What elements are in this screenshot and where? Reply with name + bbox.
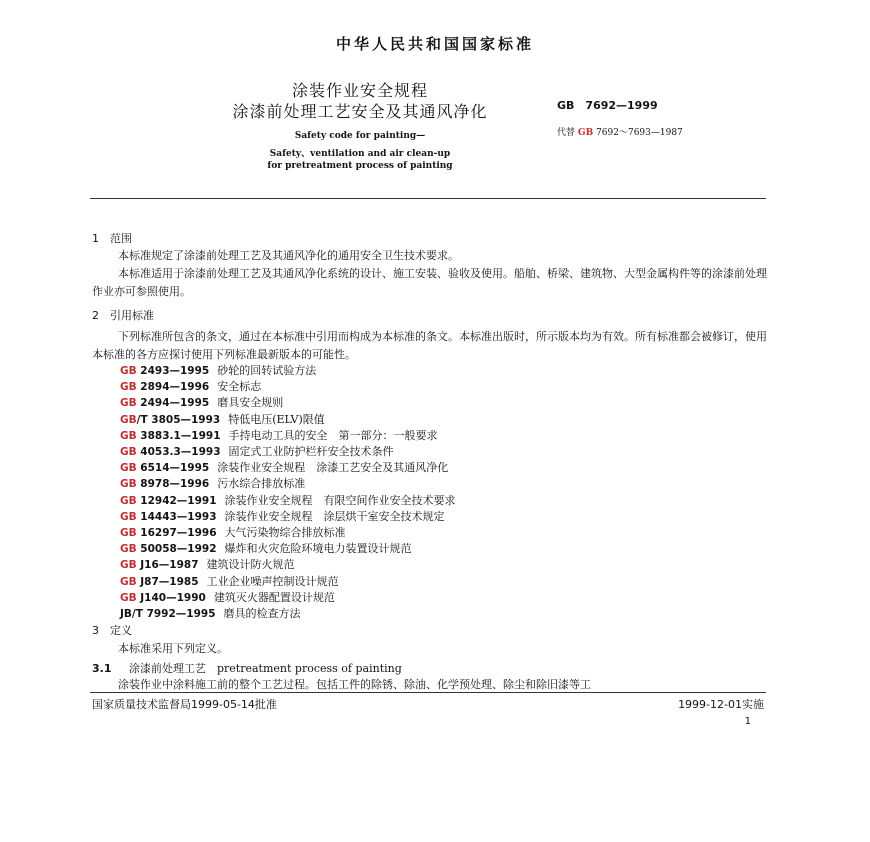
reference-title: 手持电动工具的安全 第一部分：一般要求: [228, 428, 438, 442]
replaces-label: 代替: [557, 128, 576, 138]
reference-number: 2494—1995: [136, 397, 210, 410]
reference-number: 8978—1996: [136, 478, 210, 491]
reference-title: 大气污染物综合排放标准: [224, 526, 346, 539]
reference-code: [120, 446, 221, 458]
reference-prefix: GB: [120, 591, 137, 604]
reference-number: 6514—1995: [136, 462, 210, 475]
reference-code: [120, 414, 220, 426]
reference-prefix: GB: [120, 559, 137, 572]
implementation-date: 1999-12-01实施: [678, 698, 764, 711]
reference-item: [120, 573, 339, 589]
reference-item: [120, 589, 335, 605]
reference-item: [120, 443, 394, 459]
reference-number: JB/T 7992—1995: [120, 608, 216, 620]
reference-title: 砂轮的回转试验方法: [217, 364, 317, 377]
reference-number: 50058—1992: [136, 543, 217, 556]
reference-number: J16—1987: [136, 559, 199, 572]
reference-number: 14443—1993: [136, 510, 217, 523]
reference-item: [120, 459, 448, 475]
reference-item: [120, 411, 325, 427]
definition-number: 3.1: [92, 662, 112, 675]
reference-prefix: GB: [120, 494, 137, 507]
reference-code: [120, 430, 221, 442]
reference-number: /T 3805—1993: [136, 413, 221, 426]
definition-term: 涂漆前处理工艺 pretreatment process of painting: [129, 662, 402, 675]
reference-code: [120, 576, 199, 588]
reference-item: [120, 508, 445, 524]
standard-header: 中华人民共和国国家标准: [335, 35, 534, 53]
english-title-line-2: Safety、ventilation and air clean-up: [269, 149, 451, 159]
reference-number: J87—1985: [136, 575, 199, 588]
title-line-1: 涂装作业安全规程: [291, 81, 428, 100]
reference-prefix: GB: [120, 397, 137, 410]
reference-prefix: GB: [120, 575, 137, 588]
reference-item: [120, 378, 261, 394]
reference-item: [120, 362, 316, 378]
reference-number: 12942—1991: [136, 494, 217, 507]
english-title-line-3: for pretreatment process of painting: [267, 161, 453, 171]
section-1-para-1: 本标准规定了涂漆前处理工艺及其通风净化的通用安全卫生技术要求。: [118, 249, 459, 262]
reference-prefix: GB: [120, 365, 137, 377]
reference-title: 磨具的检查方法: [223, 607, 301, 620]
reference-number: 16297—1996: [136, 527, 217, 539]
reference-code: [120, 592, 206, 604]
reference-item: [120, 524, 346, 540]
reference-title: 污水综合排放标准: [217, 477, 306, 491]
reference-prefix: GB: [120, 543, 137, 556]
reference-code: [120, 365, 209, 377]
replaces-code: 7692～7693—1987: [596, 128, 683, 138]
reference-title: 涂装作业安全规程 有限空间作业安全技术要求: [224, 493, 456, 507]
reference-title: 爆炸和火灾危险环境电力装置设计规范: [224, 542, 412, 556]
reference-prefix: GB: [120, 446, 137, 458]
reference-item: [120, 475, 305, 491]
reference-title: 特低电压(ELV)限值: [228, 412, 325, 426]
reference-code: [120, 559, 199, 571]
reference-title: 涂装作业安全规程 涂漆工艺安全及其通风净化: [217, 461, 449, 475]
reference-title: 涂装作业安全规程 涂层烘干室安全技术规定: [224, 509, 445, 523]
reference-prefix: GB: [120, 510, 137, 523]
title-line-2: 涂漆前处理工艺安全及其通风净化: [232, 102, 488, 121]
reference-code: [120, 511, 217, 523]
replaces-note: [557, 125, 683, 138]
reference-code: [120, 495, 217, 507]
reference-prefix: GB: [120, 429, 137, 442]
reference-code: [120, 397, 209, 409]
reference-prefix: GB: [120, 381, 137, 394]
reference-code: [120, 527, 217, 539]
replaces-gb: GB: [577, 128, 594, 138]
reference-prefix: GB: [120, 413, 137, 426]
definition-text: 涂装作业中涂料施工前的整个工艺过程。包括工件的除锈、除油、化学预处理、除尘和除旧漆等工: [118, 678, 591, 691]
reference-code: [120, 608, 216, 620]
reference-prefix: GB: [120, 527, 137, 539]
section-1-para-2: 本标准适用于涂漆前处理工艺及其通风净化系统的设计、施工安装、验收及使用。船舶、桥梁、建筑物、大型金属构件等的涂漆前处理作业亦可参照使用。: [92, 267, 767, 298]
reference-number: 2894—1996: [136, 381, 210, 394]
reference-number: 4053.3—1993: [136, 446, 221, 458]
reference-item: [120, 556, 295, 572]
reference-number: 3883.1—1991: [136, 429, 221, 442]
section-1-heading: 1 范围: [92, 232, 132, 245]
reference-number: J140—1990: [136, 591, 206, 604]
reference-prefix: GB: [120, 462, 137, 475]
page-number: 1: [744, 716, 751, 727]
reference-item: [120, 427, 438, 443]
definition-3-1: [92, 660, 402, 676]
reference-item: [120, 394, 283, 410]
reference-item: [120, 540, 412, 556]
header-rule: [90, 198, 766, 199]
reference-prefix: GB: [120, 478, 137, 491]
reference-item: [120, 492, 456, 508]
reference-title: 安全标志: [217, 380, 262, 394]
reference-code: [120, 478, 209, 490]
reference-title: 固定式工业防护栏杆安全技术条件: [228, 445, 394, 458]
reference-title: 工业企业噪声控制设计规范: [206, 574, 339, 588]
reference-code: [120, 462, 209, 474]
reference-title: 建筑设计防火规范: [206, 558, 295, 572]
section-3-heading: 3 定义: [92, 624, 132, 637]
reference-title: 磨具安全规则: [217, 396, 284, 410]
reference-code: [120, 543, 217, 555]
approval-note: 国家质量技术监督局1999-05-14批准: [92, 698, 277, 711]
section-3-para: 本标准采用下列定义。: [118, 642, 228, 655]
english-title-line-1: Safety code for painting—: [294, 131, 426, 141]
reference-item: [120, 605, 301, 621]
section-2-heading: 2 引用标准: [92, 309, 154, 322]
footer-rule: [90, 692, 766, 693]
reference-number: 2493—1995: [136, 365, 210, 377]
reference-code: [120, 381, 209, 393]
reference-title: 建筑灭火器配置设计规范: [213, 590, 335, 604]
gb-number: GB 7692—1999: [557, 99, 658, 112]
section-2-para: 下列标准所包含的条文，通过在本标准中引用而构成为本标准的条文。本标准出版时，所示版本均为有效。所有标准都会被修订，使用本标准的各方应探讨使用下列标准最新版本的可能性。: [92, 330, 767, 361]
